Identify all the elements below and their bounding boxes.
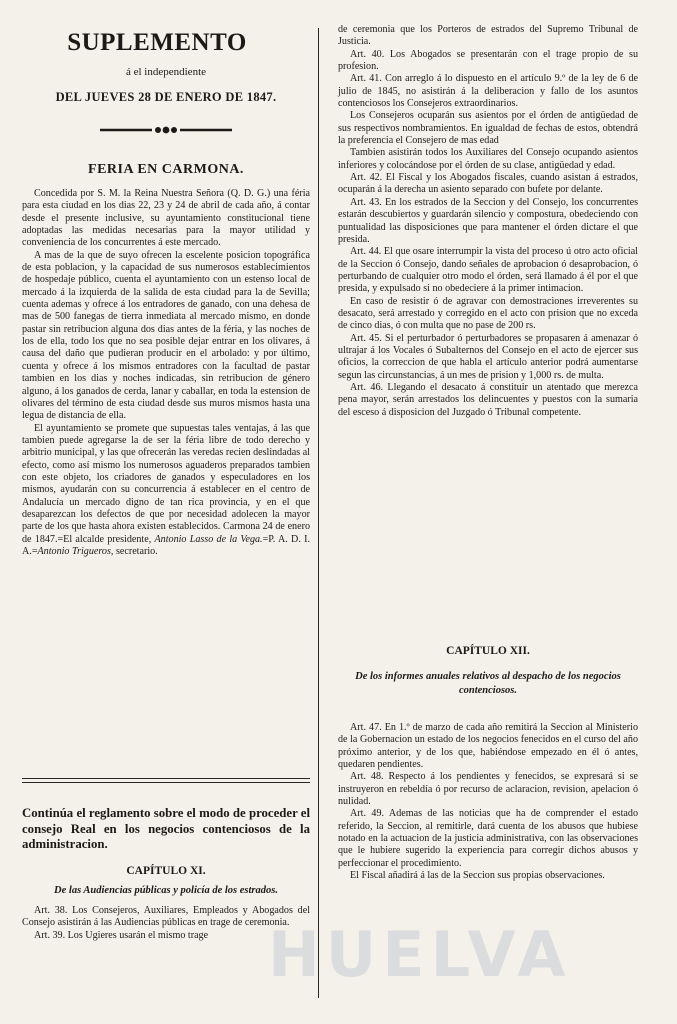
chapter-xi-subtitle: De las Audiencias públicas y policía de los estrados. <box>54 884 278 896</box>
article-41: Art. 41. Con arreglo á lo dispuesto en el artículo 9.º de la ley de 6 de julio de 1845, no asistirán á la deliberacion y fallo de los asuntos contenciosos los Consejeros extraordinarios. <box>338 73 638 110</box>
article-44: Art. 44. El que osare interrumpir la vista del proceso ú otro acto oficial de la Seccion ó Consejo, dando señales de aprobacion ó desaprobacion, ó perturbando de cualquier otro modo el órden, será llamado á él por el que presida, y expulsado si no obedeciere á la primer intimacion. <box>338 246 638 295</box>
article-44-penalty: En caso de resistir ó de agravar con demostraciones irreverentes su desacato, será arrestado y corregido en el acto con prision que no exceda de cinco dias, ó con multa que no pase de 200 rs. <box>338 295 638 332</box>
reglamento-section <box>22 806 310 942</box>
divider-rule <box>22 778 310 779</box>
article-48: Art. 48. Respecto á los pendientes y fenecidos, se expresará si se instruyeron en rebeldía ó por recurso de aclaracion, revision, apelacion ó nulidad. <box>338 771 638 808</box>
article-45: Art. 45. Si el perturbador ó perturbadores se propasaren á amenazar ó ultrajar á los Vocales ó Subalternos del Consejo en el acto de ejercer sus oficios, la correccion de que habla el artículo anterior podrá aumentarse segun las circunstancias, á un mes de prision y 1,000 rs. de multa. <box>338 332 638 381</box>
article-49-fiscal: El Fiscal añadirá á las de la Seccion sus propias observaciones. <box>350 870 605 882</box>
feria-article <box>22 188 310 558</box>
divider-rule <box>22 782 310 783</box>
archive-watermark: HUELVA <box>268 918 572 991</box>
reglamento-continued <box>338 24 638 419</box>
article-49: Art. 49. Ademas de las noticias que ha de comprender el estado referido, la Seccion, al remitirle, dará cuenta de los abusos que hubiese notado en la actuacion de la justicia administrativa, con las observaciones que le hubiere sugerido la experiencia para corregir dichos abusos y perfeccionar el procedimiento. <box>338 808 638 869</box>
masthead-date: DEL JUEVES 28 DE ENERO DE 1847. <box>55 90 277 104</box>
signer-secretario-title: , secretario. <box>110 545 158 557</box>
chapter-xii-subtitle: De los informes anuales relativos al despacho de los negocios contenciosos. <box>355 671 621 696</box>
article-47: Art. 47. En 1.º de marzo de cada año remitirá la Seccion al Ministerio de la Gobernacion un estado de los negocios fenecidos en el curso del año próximo anterior, y de los que, habiéndose empezado en él ó antes, quedaren pendientes. <box>338 722 638 771</box>
article-38: Art. 38. Los Consejeros, Auxiliares, Empleados y Abogados del Consejo asistirán á las Audiencias públicas en trage de ceremonia. <box>22 905 310 929</box>
signer-separator: =P. A. D. I. A.= <box>22 533 310 557</box>
feria-paragraph-1: Concedida por S. M. la Reina Nuestra Señora (Q. D. G.) una féria para esta ciudad en los dias 22, 23 y 24 de abril de cada año, á contar desde el presente inclusive, su ayuntamiento constitucional tiene adoptadas las medidas necesarias para la mayor utilidad y conveniencia de los concurrentes á este mercado. <box>22 188 310 249</box>
column-divider <box>318 28 319 998</box>
chapter-xii-articles <box>338 722 638 882</box>
chapter-xii-title: CAPÍTULO XII. <box>446 645 530 657</box>
feria-paragraph-3-text: El ayuntamiento se promete que supuestas tales ventajas, á las que tambien puede agregarse la de ser la féria libre de todo derecho y arbitrio municipal, y las que ofrecerán las veredas recien deslindadas al efecto, como así mismo los numerosos aguaderos preparados tambien con este objeto, los criadores de ganados y especuladores en los mismos, ayudarán con su concurrencia á establecer en el centro de Andalucía un mercado digno de tan rica provincia, y en el que desaparezcan los defectos de que por necesidad adolecen la mayor parte de los que hasta ahora existen establecidos. Carmona 24 de enero de 1847.=El alcalde presidente, <box>22 422 310 545</box>
signer-secretario: Antonio Trigueros <box>37 545 111 557</box>
article-39-end: de ceremonia que los Porteros de estrados del Supremo Tribunal de Justicia. <box>338 24 638 48</box>
article-46: Art. 46. Llegando el desacato á constituir un atentado que merezca pena mayor, serán arrestados los delincuentes y puestos con la sumaria del esceso á disposicion del Juzgado ó Tribunal competente. <box>338 381 638 418</box>
reglamento-intro: Continúa el reglamento sobre el modo de proceder el consejo Real en los negocios contenciosos de la administracion. <box>22 806 310 851</box>
article-41-auxiliares: Tambien asistirán todos los Auxiliares del Consejo ocupando asientos inferiores y colocándose por el órden de su clase, antigüedad y edad. <box>338 147 638 171</box>
feria-title: FERIA EN CARMONA. <box>88 162 244 177</box>
article-41-seating: Los Consejeros ocuparán sus asientos por el órden de antigüedad de sus respectivos nombramientos. En igualdad de fechas de estos, obtendrá la preferencia el Consejero de mas edad <box>338 110 638 147</box>
chapter-xi-title: CAPÍTULO XI. <box>126 864 206 877</box>
article-39-start: Art. 39. Los Ugieres usarán el mismo trage <box>34 929 209 941</box>
article-42: Art. 42. El Fiscal y los Abogados fiscales, cuando asistan á estrados, ocuparán á la derecha un asiento separado con bufete por delante. <box>338 172 638 196</box>
ornament-rule-icon <box>100 125 232 135</box>
article-40: Art. 40. Los Abogados se presentarán con el trage propio de su profesion. <box>338 48 638 73</box>
feria-paragraph-3 <box>22 423 310 559</box>
masthead-subtitle: á el independiente <box>125 66 207 78</box>
signer-alcalde: Antonio Lasso de la Vega. <box>154 533 263 545</box>
feria-paragraph-2: A mas de la que de suyo ofrecen la escelente posicion topográfica de esta poblacion, y la capacidad de sus numerosos establecimientos de hospedaje público, cuenta el ayuntamiento con un estenso local de mercado á la izquierda de la salida de esta ciudad para la de Sevilla; cuenta ademas y ofrece á los entradores de ganado, con una dehesa de mas de 500 fanegas de tierra inmediata al mercado mismo, en donde pastar sin retribucion alguna dos dias antes de la féria, y las noches de los de ella, todo los que no sea posible dejar entrar en los olivares, á causa del daño que pudieran producir en el arbolado: y por último, cuenta y ofrece á los mismos entradores con la facultad de pastar tambien en los dias y noches indicadas, sin retribucion de género alguno, á los ganados de cerda, lanar y caballar, en toda la estension de olivares del término de esta ciudad desde sus muros mismos hasta una legua de distancia de ella. <box>22 249 310 422</box>
article-43: Art. 43. En los estrados de la Seccion y del Consejo, los concurrentes estarán descubiertos y guardarán silencio y compostura, obedeciendo con puntualidad las disposiciones que para mantener el órden dictare el que presida. <box>338 196 638 245</box>
masthead-title: SUPLEMENTO <box>67 29 247 56</box>
